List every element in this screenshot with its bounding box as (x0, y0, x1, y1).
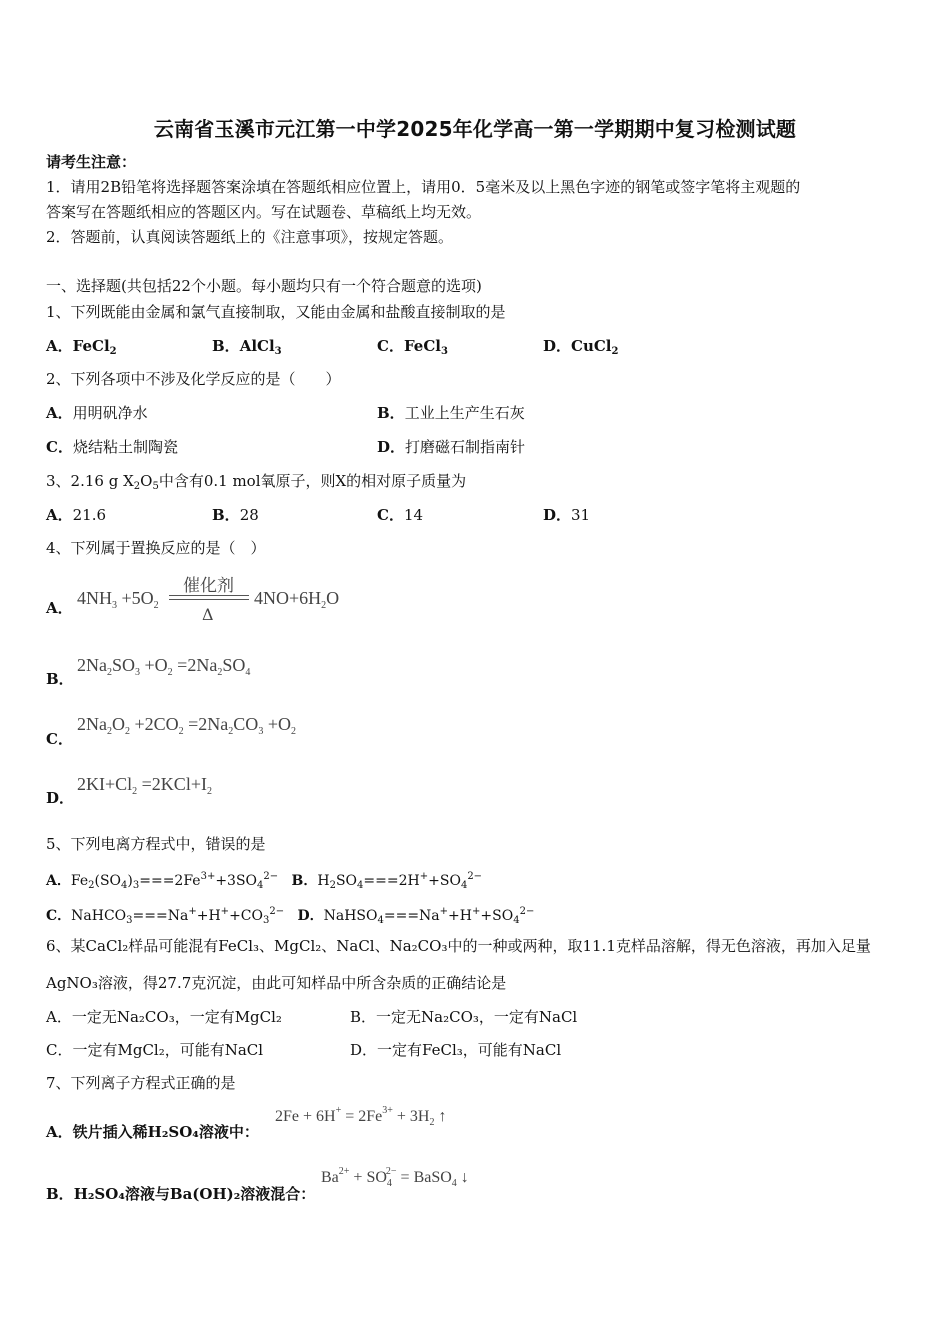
q6-option-c: C．一定有MgCl₂，可能有NaCl (46, 1041, 264, 1059)
option-text: 14 (403, 506, 424, 524)
stem-text: 中含有0.1 mol氧原子，则X的相对原子质量为 (158, 472, 467, 490)
q2-option-d (377, 437, 525, 457)
question-1-stem: 1、下列既能由金属和氯气直接制取，又能由金属和盐酸直接制取的是 (46, 303, 506, 321)
stem-subscript: 2 (133, 481, 141, 492)
page-title: 云南省玉溪市元江第一中学2025年化学高一第一学期期中复习检测试题 (153, 117, 797, 141)
option-label: D． (543, 506, 572, 524)
q7-option-b-equation: $Ba^{2+} + SO_4^{2-}$ = BaSO$_4$ ↓ (321, 1166, 469, 1189)
option-label: B． (212, 337, 240, 355)
notice-item-1-line-2: 答案写在答题纸相应的答题区内。写在试题卷、草稿纸上均无效。 (46, 203, 482, 221)
q4-option-a-reactants: $4NH_3 +5O_2$ (77, 588, 159, 611)
q6-option-d: D．一定有FeCl₃，可能有NaCl (350, 1041, 562, 1059)
q4-option-b-label: B． (46, 670, 74, 688)
option-label: B． (377, 404, 405, 422)
option-text: 打磨磁石制指南针 (405, 438, 526, 456)
q4-option-c-equation: $2Na_2O_2 +2CO_2 =2Na_2CO_3 +O_2$ (77, 714, 296, 737)
option-subscript: 3 (440, 346, 448, 357)
option-subscript: 3 (274, 346, 282, 357)
stem-text: 3、2.16 g X (46, 472, 134, 490)
q7-option-a (46, 1122, 259, 1142)
option-text: FeCl (403, 337, 441, 355)
q3-option-b (212, 505, 259, 525)
reaction-condition-bar (169, 599, 249, 600)
option-text: 31 (571, 506, 591, 524)
q7-option-b (46, 1184, 315, 1204)
notice-heading: 请考生注意： (46, 153, 137, 171)
q3-option-d (543, 505, 590, 525)
q4-option-a-products: $4NO+6H_2O$ (254, 588, 340, 611)
q1-option-c (377, 336, 448, 362)
option-subscript: 2 (611, 346, 619, 357)
option-label: A． (46, 1123, 73, 1141)
q2-option-c (46, 437, 178, 457)
q7-option-a-equation: $2Fe + 6H^+ = 2Fe^{3+} + 3H_2$ ↑ (275, 1105, 447, 1128)
option-label: A． (46, 404, 73, 422)
q1-option-d (543, 336, 618, 362)
q4-option-d-label: D． (46, 789, 75, 807)
question-6-stem-line-1: 6、某CaCl₂样品可能混有FeCl₃、MgCl₂、NaCl、Na₂CO₃中的一种或两种，取11.1克样品溶解，得无色溶液，再加入足量 (46, 937, 871, 955)
q2-option-a (46, 403, 148, 423)
notice-item-2: 2．答题前，认真阅读答题纸上的《注意事项》，按规定答题。 (46, 228, 454, 246)
option-text: 烧结粘土制陶瓷 (72, 438, 178, 456)
option-text: 用明矾净水 (72, 404, 148, 422)
option-label: A． (46, 873, 71, 889)
question-5-stem: 5、下列电离方程式中，错误的是 (46, 835, 266, 853)
option-label: A． (46, 506, 73, 524)
question-6-stem-line-2: AgNO₃溶液，得27.7克沉淀，由此可知样品中所含杂质的正确结论是 (46, 974, 507, 992)
reaction-condition-bar (169, 595, 249, 596)
question-4-stem: 4、下列属于置换反应的是（ ） (46, 539, 266, 557)
option-text: CuCl (571, 337, 612, 355)
q4-option-d-equation: $2KI+Cl_2 =2KCl+I_2$ (77, 774, 212, 797)
q6-option-b: B．一定无Na₂CO₃，一定有NaCl (350, 1008, 578, 1026)
option-subscript: 2 (109, 346, 117, 357)
q3-option-c (377, 505, 423, 525)
option-text: H₂SO₄溶液与Ba(OH)₂溶液混合： (73, 1185, 316, 1203)
q2-option-b (377, 403, 525, 423)
q5-options-row-2: C．$NaHCO_3===Na^++H^++CO_3^{2-}$ D．$NaHSO_4===Na^++H^++SO_4^{2-}$ (46, 906, 535, 926)
option-label: B． (212, 506, 240, 524)
option-label: D． (297, 908, 324, 924)
q1-option-a (46, 336, 117, 362)
option-text: FeCl (72, 337, 110, 355)
option-label: C． (377, 337, 404, 355)
option-label: C． (377, 506, 404, 524)
question-3-stem (46, 471, 466, 497)
option-label: C． (46, 908, 72, 924)
option-label: D． (377, 438, 406, 456)
option-text: 21.6 (72, 506, 107, 524)
option-text: AlCl (239, 337, 275, 355)
option-label: A． (46, 337, 73, 355)
notice-item-1-line-1: 1．请用2B铅笔将选择题答案涂填在答题纸相应位置上，请用0．5毫米及以上黑色字迹的钢笔或签字笔将主观题的 (46, 178, 801, 196)
q1-option-b (212, 336, 282, 362)
heat-symbol: Δ (202, 605, 214, 624)
option-text: 工业上生产生石灰 (404, 404, 525, 422)
q4-option-a-label: A． (46, 599, 73, 617)
q3-option-a (46, 505, 106, 525)
question-2-stem: 2、下列各项中不涉及化学反应的是（ ） (46, 370, 341, 388)
stem-text: O (140, 472, 153, 490)
catalyst-label: 催化剂 (183, 576, 234, 596)
option-text: 28 (239, 506, 259, 524)
option-label: C． (46, 438, 73, 456)
option-text: 铁片插入稀H₂SO₄溶液中： (72, 1123, 259, 1141)
q4-option-b-equation: $2Na_2SO_3 +O_2 =2Na_2SO_4$ (77, 655, 251, 678)
q4-option-c-label: C． (46, 730, 73, 748)
option-label: B． (291, 873, 318, 889)
stem-subscript: 5 (152, 481, 159, 492)
q5-options-row-1: A．$Fe_2(SO_4)_3===2Fe^{3+}+3SO_4^{2-}$ B．$H_2SO_4===2H^++SO_4^{2-}$ (46, 871, 483, 891)
question-7-stem: 7、下列离子方程式正确的是 (46, 1074, 236, 1092)
option-label: D． (543, 337, 572, 355)
q6-option-a: A．一定无Na₂CO₃，一定有MgCl₂ (46, 1008, 282, 1026)
section-heading: 一、选择题(共包括22个小题。每小题均只有一个符合题意的选项) (46, 277, 482, 295)
option-label: B． (46, 1185, 74, 1203)
